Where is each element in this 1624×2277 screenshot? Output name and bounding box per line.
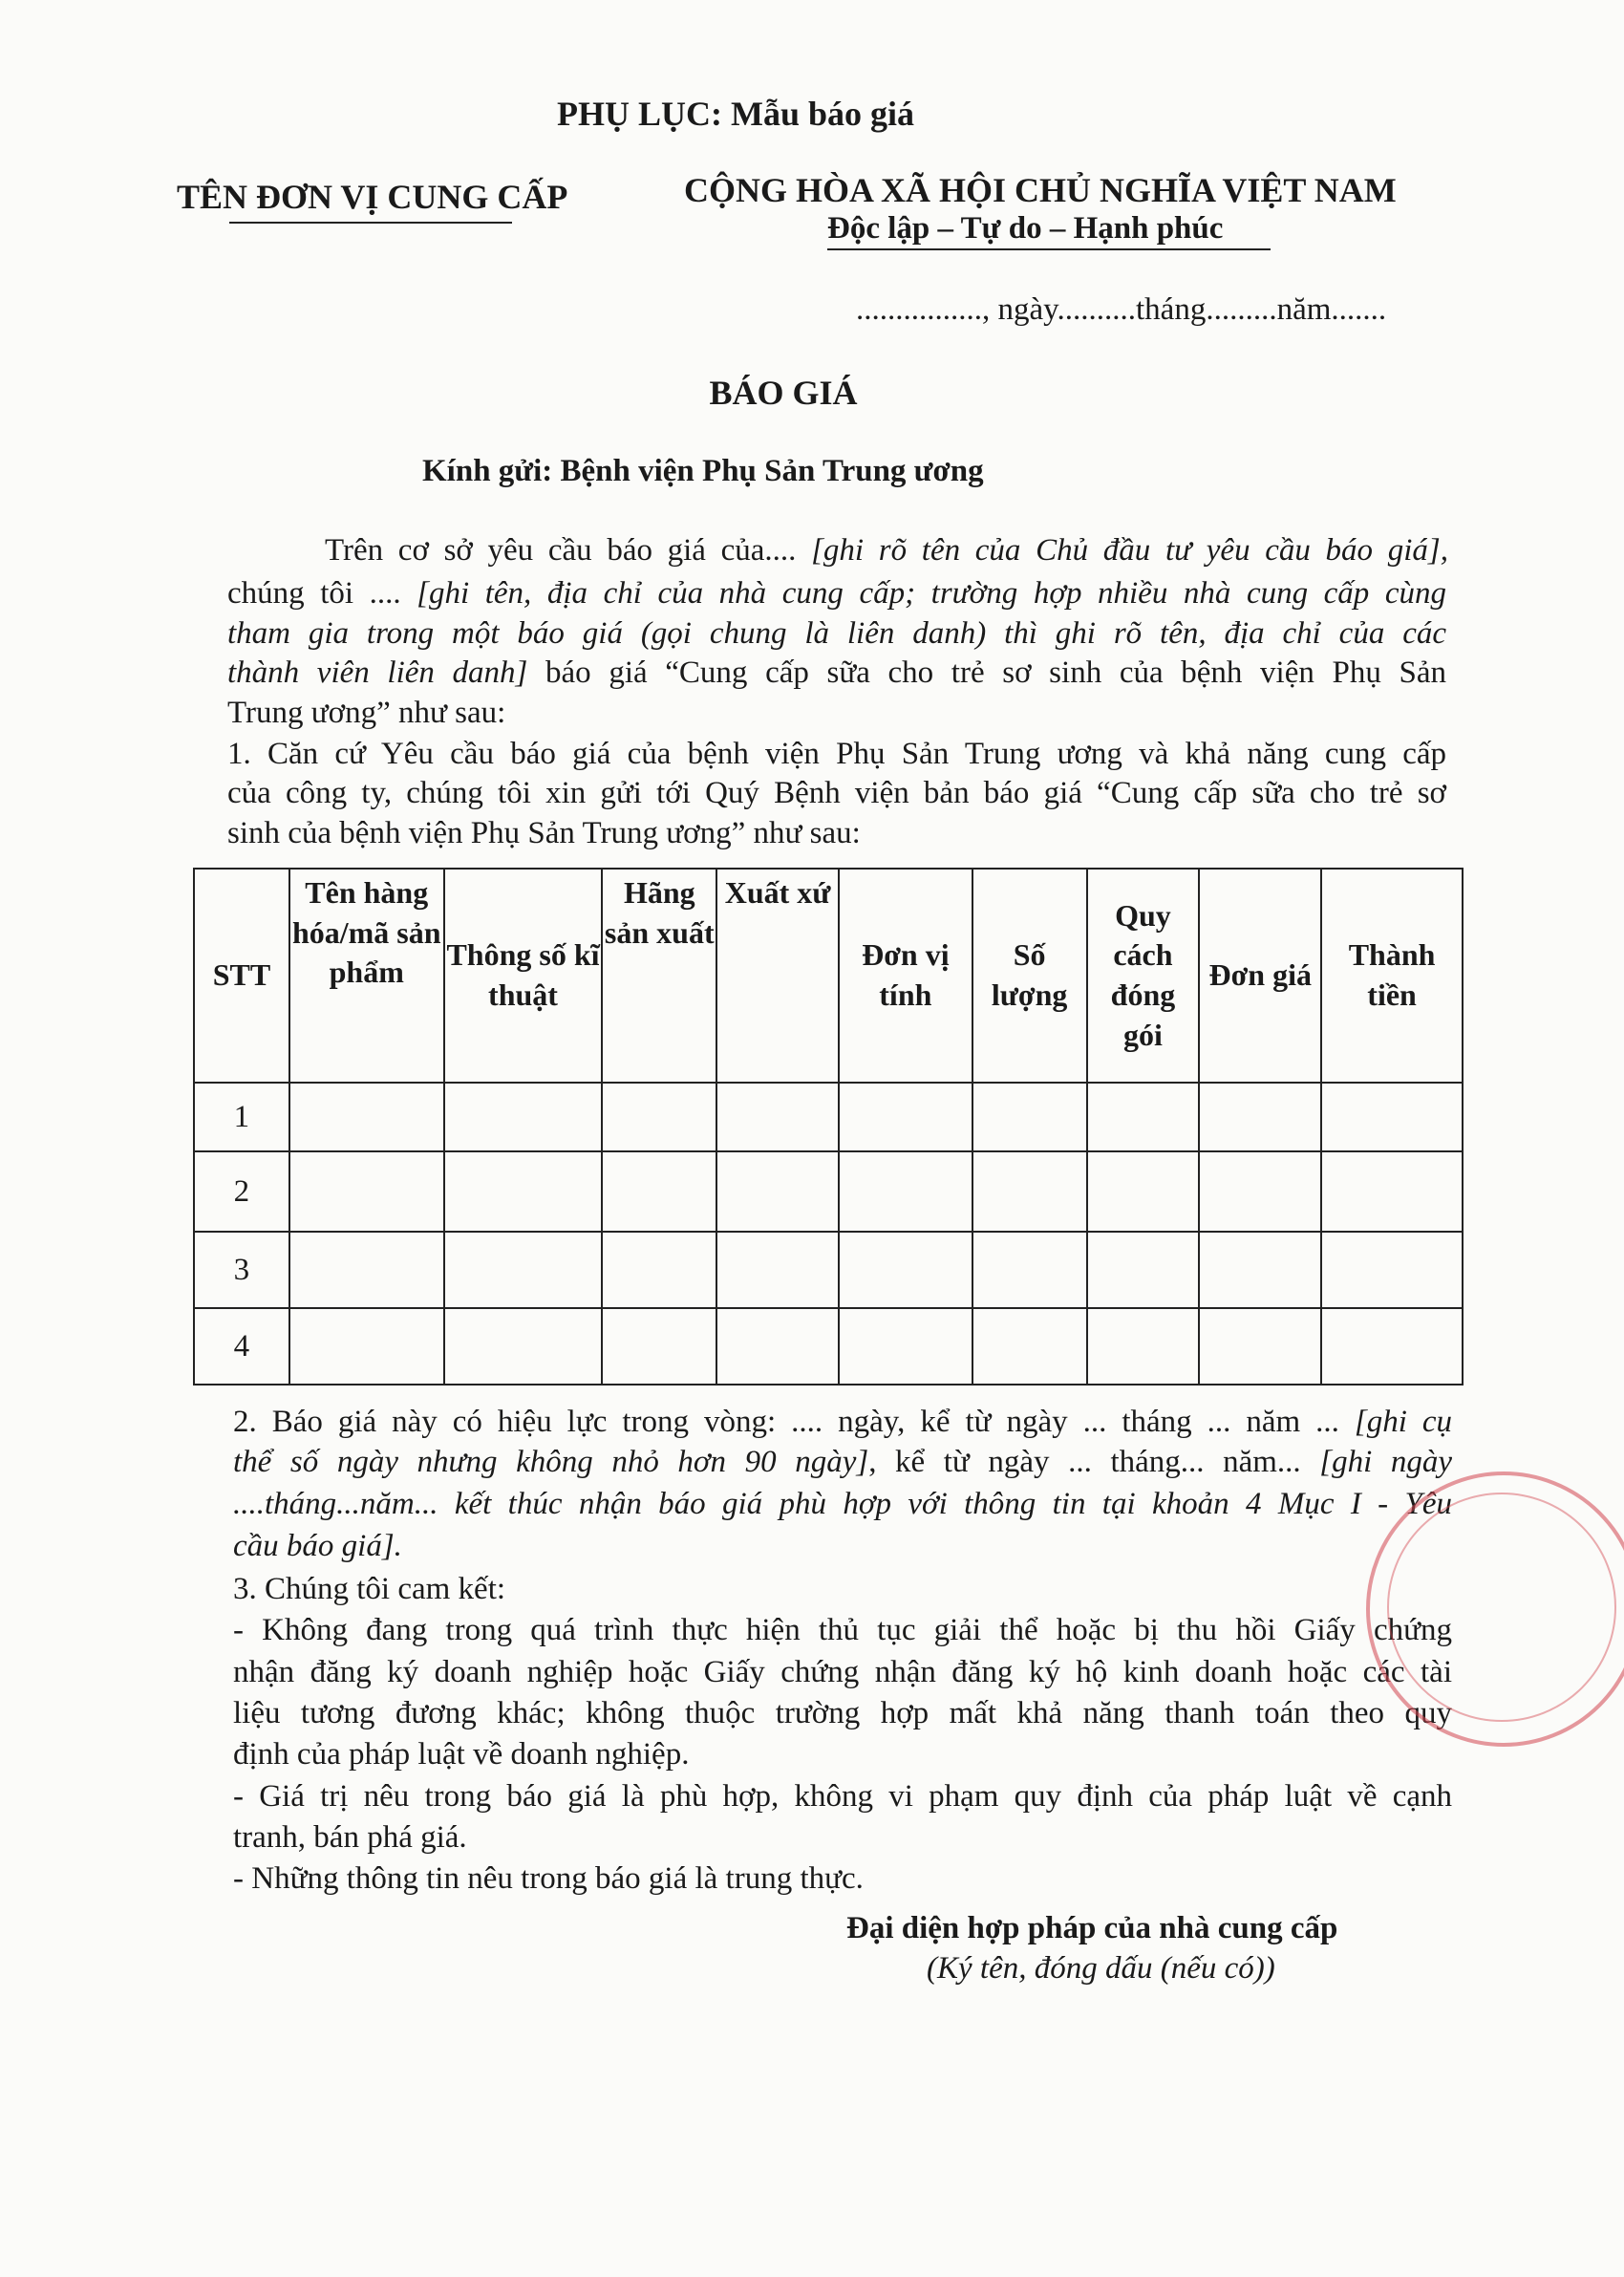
col-ten-hang: Tên hàng hóa/mã sản phẩm: [289, 869, 444, 1083]
motto: Độc lập – Tự do – Hạnh phúc: [827, 211, 1224, 246]
row-stt: 4: [194, 1308, 289, 1385]
row-stt: 1: [194, 1083, 289, 1151]
table-row: [194, 1083, 1463, 1151]
commit-1-line-2: nhận đăng ký doanh nghiệp hoặc Giấy chứng nhận đăng ký hộ kinh doanh hoặc các tài: [233, 1655, 1452, 1689]
supplier-underline: [229, 222, 512, 224]
cell: [972, 1232, 1087, 1308]
intro-line-2: chúng tôi .... [ghi tên, địa chỉ của nhà cung cấp; trường hợp nhiều nhà cung cấp cùng: [227, 576, 1447, 611]
table-row: [194, 1308, 1463, 1385]
cell: [1087, 1151, 1200, 1232]
commit-3: - Những thông tin nêu trong báo giá là trung thực.: [233, 1861, 864, 1896]
cell: [972, 1083, 1087, 1151]
signature-note: (Ký tên, đóng dấu (nếu có)): [927, 1951, 1275, 1986]
cell: [716, 1232, 839, 1308]
intro-line-3: tham gia trong một báo giá (gọi chung là liên danh) thì ghi rõ tên, địa chỉ của các: [227, 616, 1446, 651]
appendix-title: PHỤ LỤC: Mẫu báo giá: [556, 95, 914, 133]
cell: [602, 1232, 716, 1308]
table-row: [194, 1232, 1463, 1308]
col-thong-so: Thông số kĩ thuật: [444, 869, 603, 1083]
recipient: Kính gửi: Bệnh viện Phụ Sản Trung ương: [422, 454, 984, 488]
item2-line-3: ....tháng...năm... kết thúc nhận báo giá phù hợp với thông tin tại khoản 4 Mục I - Yêu: [233, 1487, 1452, 1521]
supplier-name: TÊN ĐƠN VỊ CUNG CẤP: [177, 178, 568, 216]
quote-table: [193, 868, 1464, 1386]
col-don-gia: Đơn giá: [1199, 869, 1321, 1083]
cell: [602, 1308, 716, 1385]
red-stamp-inner-ring: [1387, 1493, 1616, 1722]
cell: [839, 1083, 972, 1151]
cell: [716, 1151, 839, 1232]
item2-line-1: 2. Báo giá này có hiệu lực trong vòng: .... ngày, kể từ ngày ... tháng ... năm ... [ghi cụ: [233, 1405, 1452, 1439]
cell: [716, 1083, 839, 1151]
cell: [444, 1232, 603, 1308]
cell: [1087, 1083, 1200, 1151]
commit-1-line-4: định của pháp luật về doanh nghiệp.: [233, 1737, 690, 1772]
cell: [289, 1308, 444, 1385]
intro-line-4: thành viên liên danh] báo giá “Cung cấp sữa cho trẻ sơ sinh của bệnh viện Phụ Sản: [227, 655, 1447, 690]
commit-1-line-1: - Không đang trong quá trình thực hiện thủ tục giải thể hoặc bị thu hồi Giấy chứng: [233, 1613, 1452, 1647]
col-thanh-tien: Thành tiền: [1321, 869, 1463, 1083]
intro-line-1: Trên cơ sở yêu cầu báo giá của.... [ghi rõ tên của Chủ đầu tư yêu cầu báo giá],: [325, 533, 1448, 568]
cell: [289, 1151, 444, 1232]
col-quy-cach: Quy cách đóng gói: [1087, 869, 1200, 1083]
cell: [1199, 1151, 1321, 1232]
signature-title: Đại diện hợp pháp của nhà cung cấp: [846, 1911, 1338, 1945]
row-stt: 2: [194, 1151, 289, 1232]
cell: [1087, 1232, 1200, 1308]
table-header-row: [194, 869, 1463, 1083]
col-hang-sx: Hãng sản xuất: [602, 869, 716, 1083]
item1-line-1: 1. Căn cứ Yêu cầu báo giá của bệnh viện Phụ Sản Trung ương và khả năng cung cấp: [227, 737, 1446, 771]
cell: [1199, 1232, 1321, 1308]
cell: [602, 1083, 716, 1151]
item2-line-4: cầu báo giá].: [233, 1529, 402, 1563]
col-so-luong: Số lượng: [972, 869, 1087, 1083]
date-line: ................, ngày..........tháng.........năm.......: [856, 292, 1387, 327]
col-don-vi: Đơn vị tính: [839, 869, 972, 1083]
cell: [839, 1232, 972, 1308]
doc-title: BÁO GIÁ: [709, 374, 858, 412]
cell: [1321, 1083, 1463, 1151]
cell: [1321, 1232, 1463, 1308]
cell: [444, 1308, 603, 1385]
cell: [1199, 1308, 1321, 1385]
item1-line-3: sinh của bệnh viện Phụ Sản Trung ương” như sau:: [227, 816, 861, 850]
commit-2-line-1: - Giá trị nêu trong báo giá là phù hợp, không vi phạm quy định của pháp luật về cạnh: [233, 1779, 1452, 1814]
cell: [972, 1151, 1087, 1232]
cell: [1087, 1308, 1200, 1385]
national-title: CỘNG HÒA XÃ HỘI CHỦ NGHĨA VIỆT NAM: [684, 171, 1397, 209]
col-stt: STT: [194, 869, 289, 1083]
cell: [839, 1308, 972, 1385]
row-stt: 3: [194, 1232, 289, 1308]
cell: [1321, 1151, 1463, 1232]
item1-line-2: của công ty, chúng tôi xin gửi tới Quý Bệnh viện bản báo giá “Cung cấp sữa cho trẻ sơ: [227, 776, 1446, 810]
table-row: [194, 1151, 1463, 1232]
cell: [1199, 1083, 1321, 1151]
cell: [444, 1083, 603, 1151]
commit-2-line-2: tranh, bán phá giá.: [233, 1820, 467, 1855]
motto-underline: [827, 248, 1271, 250]
cell: [716, 1308, 839, 1385]
cell: [1321, 1308, 1463, 1385]
cell: [972, 1308, 1087, 1385]
col-xuat-xu: Xuất xứ: [716, 869, 839, 1083]
item2-line-2: thể số ngày nhưng không nhỏ hơn 90 ngày], kể từ ngày ... tháng... năm... [ghi ngày: [233, 1445, 1452, 1479]
item3-title: 3. Chúng tôi cam kết:: [233, 1572, 506, 1606]
cell: [602, 1151, 716, 1232]
cell: [839, 1151, 972, 1232]
cell: [444, 1151, 603, 1232]
cell: [289, 1232, 444, 1308]
commit-1-line-3: liệu tương đương khác; không thuộc trường hợp mất khả năng thanh toán theo quy: [233, 1696, 1452, 1730]
cell: [289, 1083, 444, 1151]
intro-line-5: Trung ương” như sau:: [227, 696, 506, 730]
